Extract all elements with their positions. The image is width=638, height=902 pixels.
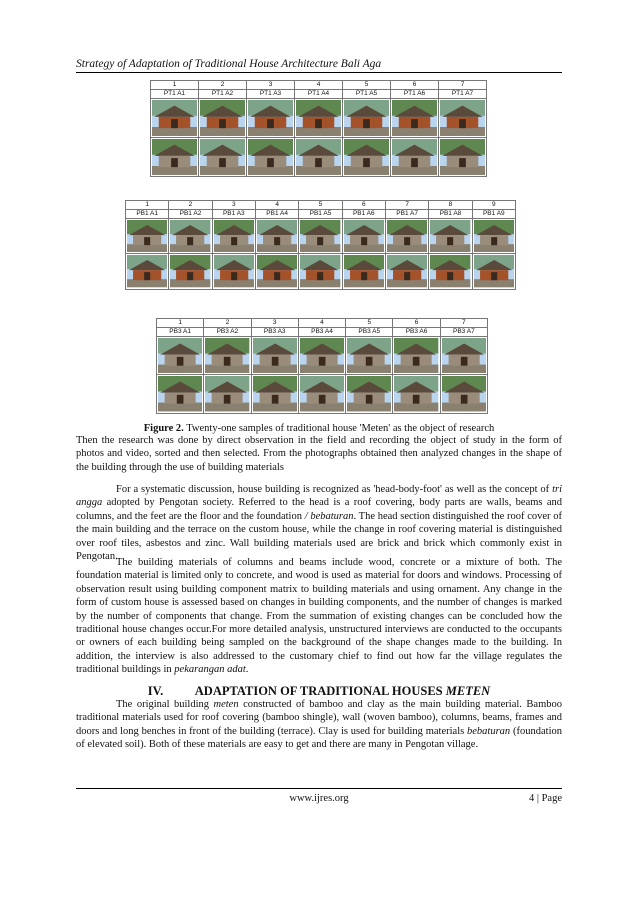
sample-number: 1 xyxy=(151,81,199,90)
footer-url: www.ijres.org xyxy=(289,793,349,804)
sample-label: PB1 A1 xyxy=(126,210,169,219)
sample-label: PB1 A8 xyxy=(429,210,472,219)
house-photo xyxy=(439,138,487,177)
sample-number: 9 xyxy=(472,201,515,210)
house-photo xyxy=(212,254,255,289)
p3-italic-pekarangan: pekarangan adat xyxy=(174,664,246,676)
house-photo xyxy=(251,337,298,375)
sample-number: 3 xyxy=(212,201,255,210)
paragraph-systematic xyxy=(76,483,562,563)
sample-number: 2 xyxy=(204,319,251,328)
house-photo xyxy=(343,138,391,177)
house-photo xyxy=(391,99,439,138)
sample-label: PB3 A3 xyxy=(251,328,298,337)
house-photo xyxy=(346,337,393,375)
house-photo xyxy=(204,337,251,375)
photo-grid-pt1 xyxy=(150,80,487,177)
sample-label: PT1 A7 xyxy=(439,90,487,99)
p2-text-c: . The head section distinguished the roof cover of the main building and the terrace on the custom house, while the change in roof covering material is distinguished over roof tiles, asbestos and zinc. Wall building materials used are brick and brick which commonly exist in Pengotan. xyxy=(76,510,562,563)
house-photo xyxy=(298,337,345,375)
paragraph-method: Then the research was done by direct observation in the field and recording the object of study in the form of photos and video, sorted and then selected. From the photographs obtained then analyzed changes in the shape of the building through the use of building materials xyxy=(76,435,562,473)
sample-number: 3 xyxy=(251,319,298,328)
section-heading xyxy=(76,684,562,699)
house-photo xyxy=(299,254,342,289)
house-photo xyxy=(343,99,391,138)
p4-text-c: (foundation of elevated soil). Both of these materials are easy to get and there are many in Pengotan village. xyxy=(76,725,562,751)
sample-number: 7 xyxy=(440,319,487,328)
sample-label: PB3 A1 xyxy=(157,328,204,337)
house-photo xyxy=(169,254,212,289)
p2-italic-bebaturan: / bebaturan xyxy=(304,510,354,522)
paragraph-original-building xyxy=(76,698,562,752)
p3-text-a: The building materials of columns and beams include wood, concrete or a mixture of both. The foundation material is limited only to concrete, and wood is used as material for doors and windows. Processing of observation result using building component matrix to building materials and using ornament. Any change in the form of custom house is assessed based on changes in building components, and the number of changes is marked by the number of components that change. From the summation of existing changes can be concluded how the traditional house changes occur.For more detailed analysis, unstructured interviews are conducted to the occupants or owners of each building being sampled on the background of the shape changes made to the building. In addition, the interview is also addressed to the customary chief to find out how far the village regulates the traditional buildings in xyxy=(76,557,562,676)
sample-number: 5 xyxy=(346,319,393,328)
p2-italic-tri-angga: tri angga xyxy=(76,484,562,509)
house-photo xyxy=(299,219,342,254)
house-photo xyxy=(472,254,515,289)
sample-label: PB1 A9 xyxy=(472,210,515,219)
sample-label: PT1 A1 xyxy=(151,90,199,99)
paragraph-materials xyxy=(76,556,562,677)
p4-text-a: The original building xyxy=(116,699,214,710)
section-title: ADAPTATION OF TRADITIONAL HOUSES xyxy=(194,684,446,698)
sample-number: 2 xyxy=(199,81,247,90)
house-photo xyxy=(429,254,472,289)
sample-number: 2 xyxy=(169,201,212,210)
house-photo xyxy=(199,99,247,138)
sample-number: 4 xyxy=(295,81,343,90)
house-photo xyxy=(342,219,385,254)
p2-text-a: For a systematic discussion, house building is recognized as 'head-body-foot' as well as the concept of xyxy=(116,484,553,495)
sample-label: PB3 A7 xyxy=(440,328,487,337)
house-photo xyxy=(251,375,298,413)
house-photo xyxy=(472,219,515,254)
sample-number: 1 xyxy=(126,201,169,210)
figure-caption-text: Twenty-one samples of traditional house 'Meten' as the object of research xyxy=(183,423,495,434)
sample-label: PT1 A4 xyxy=(295,90,343,99)
sample-number: 6 xyxy=(391,81,439,90)
section-title-meten: METEN xyxy=(445,684,491,698)
sample-label: PB1 A3 xyxy=(212,210,255,219)
p4-italic-meten: meten xyxy=(213,699,239,710)
house-photo xyxy=(151,138,199,177)
house-photo xyxy=(255,254,298,289)
figure-caption-label: Figure 2. xyxy=(143,423,184,434)
sample-number: 5 xyxy=(343,81,391,90)
house-photo xyxy=(346,375,393,413)
house-photo xyxy=(439,99,487,138)
house-photo xyxy=(169,219,212,254)
p4-text-b: constructed of bamboo and clay as the main building material. Bamboo traditional materials used for roof covering (bamboo shingle), wall (woven bamboo), columns, beams, frames and doors and long benches in front of the building (terrace). Clay is used for building materials xyxy=(76,699,562,737)
sample-number: 7 xyxy=(439,81,487,90)
sample-label: PB1 A7 xyxy=(385,210,428,219)
sample-label: PB1 A5 xyxy=(299,210,342,219)
sample-label: PT1 A6 xyxy=(391,90,439,99)
sample-number: 5 xyxy=(299,201,342,210)
sample-number: 8 xyxy=(429,201,472,210)
sample-label: PB3 A4 xyxy=(298,328,345,337)
house-photo xyxy=(204,375,251,413)
house-photo xyxy=(393,337,440,375)
sample-label: PB3 A6 xyxy=(393,328,440,337)
house-photo xyxy=(385,219,428,254)
house-photo xyxy=(212,219,255,254)
house-photo xyxy=(342,254,385,289)
sample-number: 1 xyxy=(157,319,204,328)
house-photo xyxy=(440,337,487,375)
sample-number: 4 xyxy=(255,201,298,210)
footer-rule xyxy=(76,788,562,789)
p4-italic-bebaturan: bebaturan xyxy=(467,725,511,737)
house-photo xyxy=(393,375,440,413)
photo-grid-pb1 xyxy=(125,200,516,290)
running-header: Strategy of Adaptation of Traditional House Architecture Bali Aga xyxy=(76,58,562,73)
sample-number: 4 xyxy=(298,319,345,328)
house-photo xyxy=(385,254,428,289)
sample-label: PT1 A3 xyxy=(247,90,295,99)
photo-grid-pb3 xyxy=(156,318,488,414)
house-photo xyxy=(157,337,204,375)
sample-label: PB1 A6 xyxy=(342,210,385,219)
sample-label: PB3 A5 xyxy=(346,328,393,337)
sample-label: PT1 A2 xyxy=(199,90,247,99)
house-photo xyxy=(126,219,169,254)
sample-label: PB1 A2 xyxy=(169,210,212,219)
house-photo xyxy=(295,99,343,138)
house-photo xyxy=(126,254,169,289)
figure-caption xyxy=(76,423,562,434)
sample-number: 6 xyxy=(342,201,385,210)
sample-number: 3 xyxy=(247,81,295,90)
sample-label: PB1 A4 xyxy=(255,210,298,219)
house-photo xyxy=(440,375,487,413)
house-photo xyxy=(391,138,439,177)
sample-number: 6 xyxy=(393,319,440,328)
house-photo xyxy=(298,375,345,413)
section-number: IV. xyxy=(147,684,164,698)
house-photo xyxy=(199,138,247,177)
house-photo xyxy=(429,219,472,254)
sample-label: PB3 A2 xyxy=(204,328,251,337)
house-photo xyxy=(247,99,295,138)
p3-text-b: . xyxy=(245,664,249,676)
p2-text-b: adopted by Pengotan society. Referred to the head is a roof covering, body parts are walls, beams and columns, and the feet are the floor and the foundation xyxy=(76,497,562,522)
house-photo xyxy=(255,219,298,254)
sample-number: 7 xyxy=(385,201,428,210)
house-photo xyxy=(295,138,343,177)
house-photo xyxy=(157,375,204,413)
footer-page-number: 4 | Page xyxy=(528,793,562,804)
house-photo xyxy=(247,138,295,177)
house-photo xyxy=(151,99,199,138)
sample-label: PT1 A5 xyxy=(343,90,391,99)
